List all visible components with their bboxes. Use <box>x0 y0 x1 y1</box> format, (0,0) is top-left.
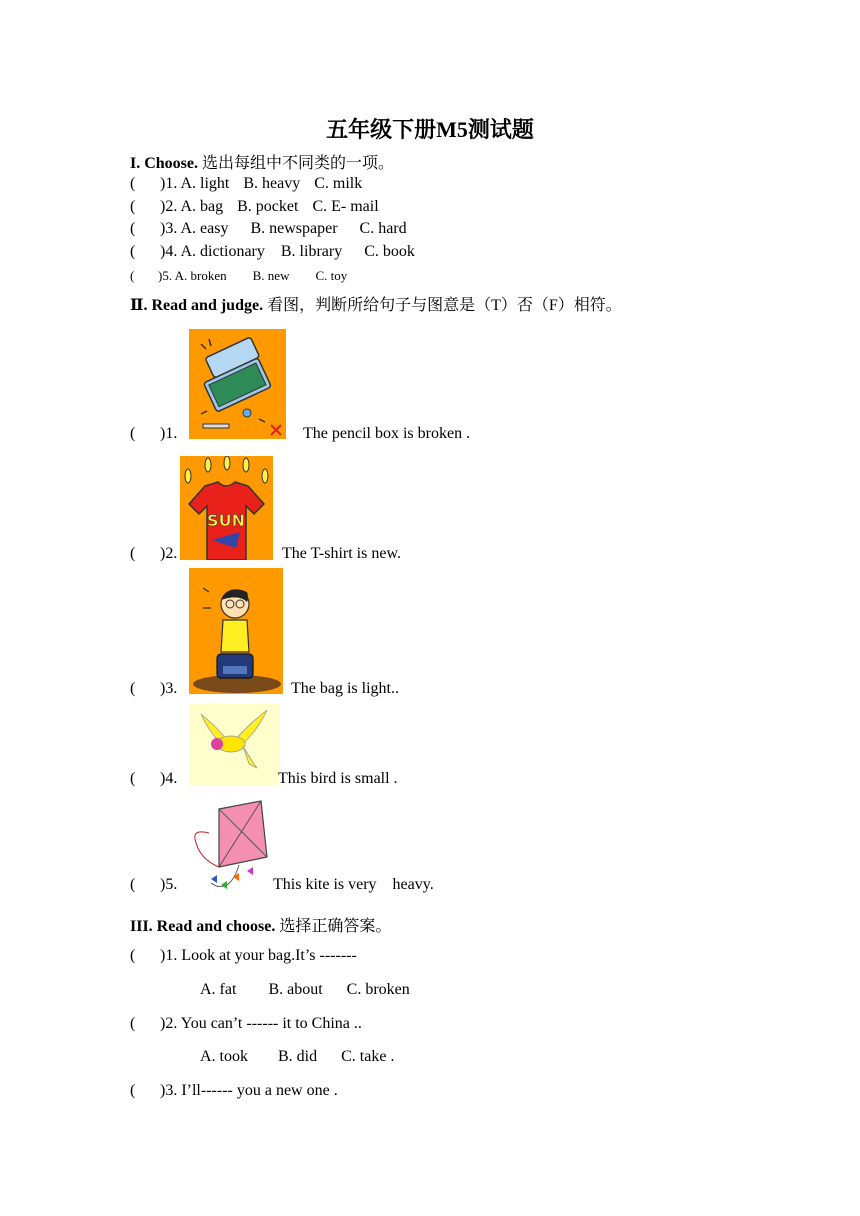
section2-item-1: ( )1. <box>130 425 178 442</box>
section2-item-2: ( )2. <box>130 545 178 562</box>
section1-item-1: ( )1. A. light B. heavy C. milk <box>130 175 363 192</box>
section2-sentence-5: This kite is very heavy. <box>273 876 434 893</box>
section3-item-1-options: A. fat B. about C. broken <box>200 981 410 998</box>
boy-lifting-bag-icon <box>189 568 283 694</box>
broken-pencil-box-icon <box>189 329 286 439</box>
section1-item-3: ( )3. A. easy B. newspaper C. hard <box>130 220 407 237</box>
section2-item-5: ( )5. <box>130 876 178 893</box>
section3-item-2: ( )2. You can’t ------ it to China .. <box>130 1015 362 1032</box>
section1-item-4: ( )4. A. dictionary B. library C. book <box>130 243 415 260</box>
section2-item-4: ( )4. <box>130 770 178 787</box>
section1-item-5: ( )5. A. broken B. new C. toy <box>130 268 348 283</box>
svg-text:SUN: SUN <box>207 511 245 530</box>
section3-item-3: ( )3. I’ll------ you a new one . <box>130 1082 338 1099</box>
section2-item-3: ( )3. <box>130 680 178 697</box>
section1-heading: I. Choose. 选出每组中不同类的一项。 <box>130 155 395 172</box>
section2-sentence-4: This bird is small . <box>278 770 398 787</box>
page-title: 五年级下册M5测试题 <box>326 117 534 142</box>
bird-icon <box>189 704 279 785</box>
tshirt-icon <box>180 456 273 560</box>
kite-icon <box>189 799 271 895</box>
section2-sentence-3: The bag is light.. <box>291 680 399 697</box>
section3-item-2-options: A. took B. did C. take . <box>200 1048 395 1065</box>
section3-item-1: ( )1. Look at your bag.It’s ------- <box>130 947 357 964</box>
section2-sentence-1: The pencil box is broken . <box>303 425 471 442</box>
section2-sentence-2: The T-shirt is new. <box>282 545 401 562</box>
section3-heading: III. Read and choose. 选择正确答案。 <box>130 918 392 935</box>
section1-item-2: ( )2. A. bag B. pocket C. E- mail <box>130 198 379 215</box>
section2-heading: Ⅱ. Read and judge. 看图，判断所给句子与图意是（T）否（F）相符。 <box>130 297 622 314</box>
